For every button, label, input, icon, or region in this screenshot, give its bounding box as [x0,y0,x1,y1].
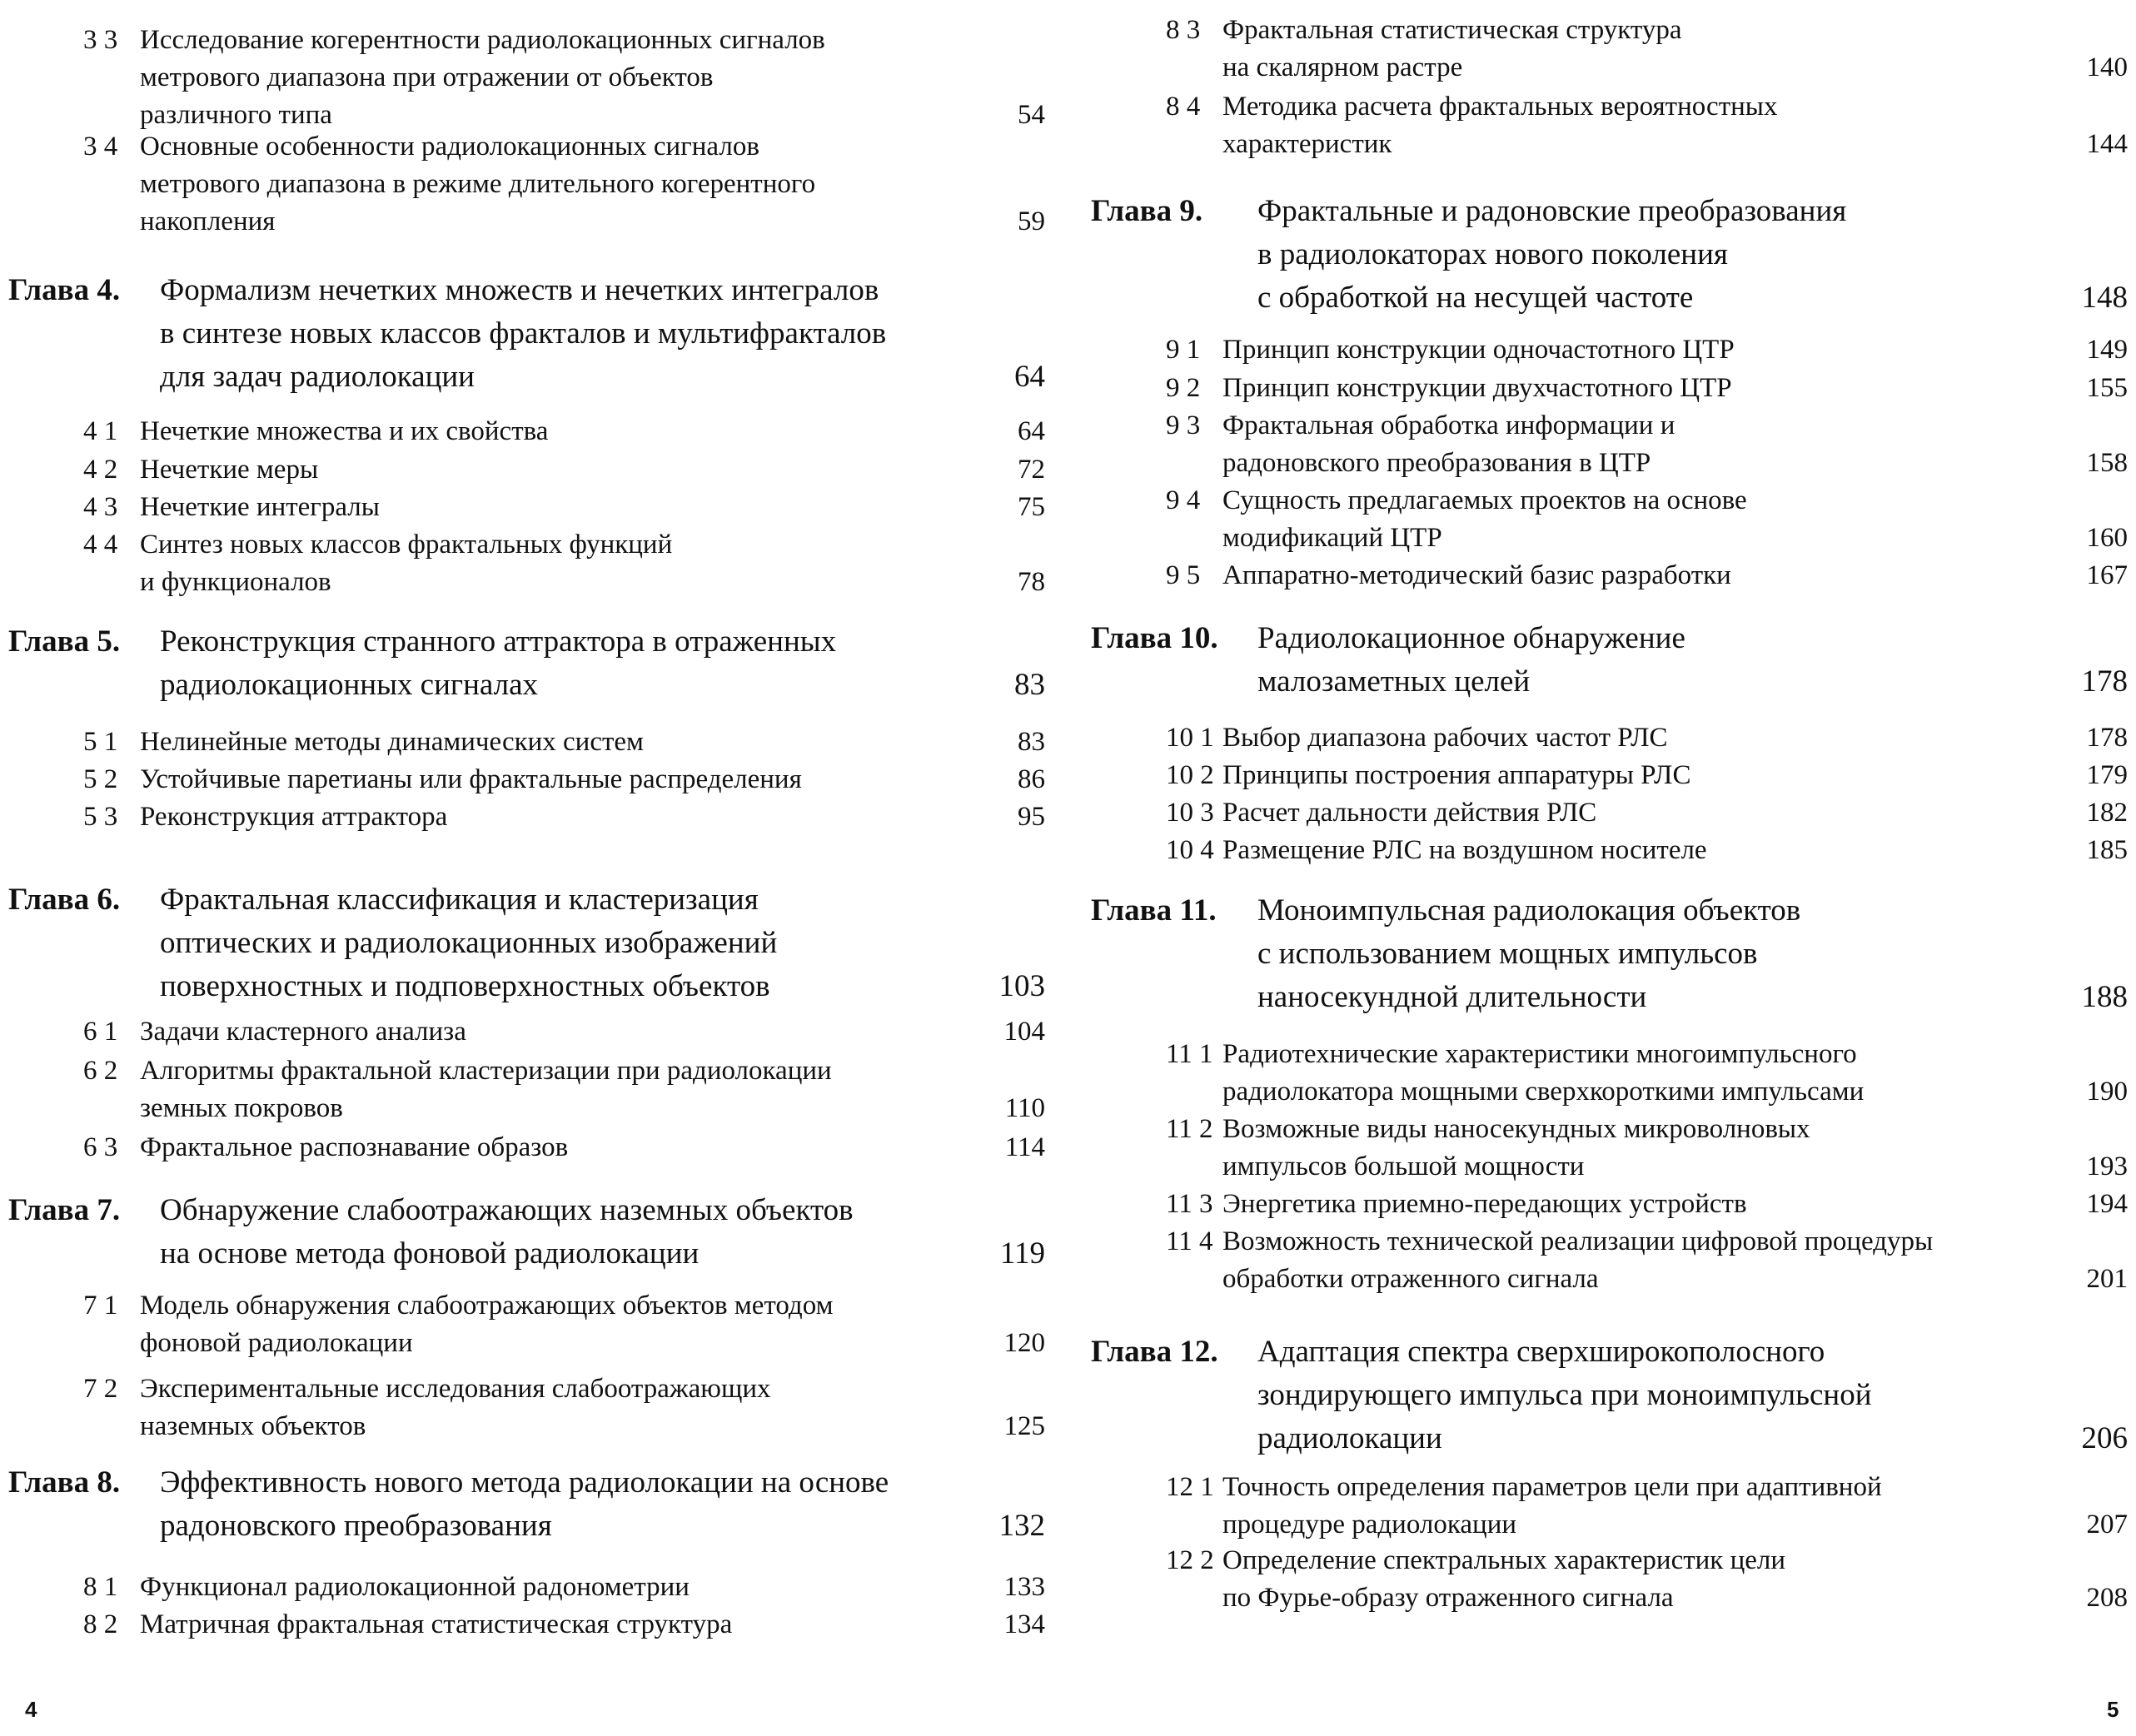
section-title-line: Размещение РЛС на воздушном носителе [1222,835,1707,865]
chapter-title-line: малозаметных целей [1257,664,1531,699]
section-title-line: Нелинейные методы динамических систем [140,727,644,757]
section-number: 5 1 [83,727,118,757]
page-reference: 206 [2081,1421,2128,1455]
section-title-line: Задачи кластерного анализа [140,1017,466,1047]
page-reference: 110 [1004,1093,1045,1123]
section-title-line: Точность определения параметров цели при адаптивной [1222,1472,1882,1502]
chapter-title-line: в синтезе новых классов фракталов и мультифракталов [160,316,887,351]
section-title-line: Функционал радиолокационной радонометрии [140,1572,690,1602]
chapter-title-line: Радиолокационное обнаружение [1257,621,1685,655]
section-title-line: Устойчивые паретианы или фрактальные распределения [140,764,802,794]
section-number: 3 4 [83,132,118,162]
chapter-label: Глава 8. [8,1465,121,1500]
section-title-line: Определение спектральных характеристик цели [1222,1545,1786,1575]
section-number: 9 5 [1166,560,1201,590]
section-title-line: радиолокатора мощными сверхкороткими импульсами [1222,1077,1865,1107]
section-number: 10 1 [1166,723,1214,753]
section-title-line: различного типа [140,100,332,130]
section-number: 4 2 [83,455,118,485]
section-title-line: модификаций ЦТР [1222,523,1442,553]
section-title-line: Модель обнаружения слабоотражающих объектов методом [140,1291,834,1321]
page-reference: 167 [2086,560,2128,590]
page-reference: 178 [2081,664,2128,699]
page-reference: 54 [1018,100,1045,130]
section-number: 4 3 [83,492,118,522]
section-title-line: наземных объектов [140,1411,366,1441]
chapter-title-line: зондирующего импульса при моноимпульсной [1257,1378,1872,1412]
section-title-line: на скалярном растре [1222,52,1463,82]
section-number: 9 1 [1166,335,1201,365]
page-reference: 83 [1018,727,1045,757]
section-title-line: Методика расчета фрактальных вероятностных [1222,92,1778,122]
page-reference: 132 [998,1509,1045,1543]
section-title-line: накопления [140,206,276,236]
chapter-title-line: Обнаружение слабоотражающих наземных объектов [160,1193,854,1227]
section-title-line: обработки отраженного сигнала [1222,1264,1599,1294]
page-reference: 208 [2086,1583,2128,1613]
chapter-title-line: Эффективность нового метода радиолокации на основе [160,1465,889,1500]
page-reference: 155 [2086,373,2128,403]
section-number: 4 1 [83,416,118,446]
page-reference: 86 [1018,764,1045,794]
section-title-line: Экспериментальные исследования слабоотражающих [140,1374,771,1404]
page-reference: 148 [2081,281,2128,315]
section-number: 8 2 [83,1609,118,1639]
page-reference: 144 [2086,129,2128,159]
section-title-line: Синтез новых классов фрактальных функций [140,530,673,560]
page-reference: 140 [2086,52,2128,82]
section-title-line: Фрактальная статистическая структура [1222,15,1682,45]
chapter-title-line: радиолокационных сигналах [160,668,539,702]
section-title-line: земных покровов [140,1093,343,1123]
section-title-line: Матричная фрактальная статистическая структура [140,1609,733,1639]
page-reference: 158 [2086,448,2128,478]
section-number: 5 3 [83,802,118,832]
section-title-line: Фрактальная обработка информации и [1222,410,1675,440]
section-number: 6 2 [83,1056,118,1086]
page-reference: 190 [2086,1077,2128,1107]
page-reference: 178 [2086,723,2128,753]
chapter-title-line: радиолокации [1257,1421,1442,1455]
page-reference: 207 [2086,1510,2128,1540]
section-title-line: Принципы построения аппаратуры РЛС [1222,760,1691,790]
section-number: 8 4 [1166,92,1201,122]
page-reference: 83 [1014,668,1045,702]
section-number: 11 2 [1166,1114,1213,1144]
page-reference: 185 [2086,835,2128,865]
section-title-line: фоновой радиолокации [140,1328,413,1358]
section-title-line: Принцип конструкции двухчастотного ЦТР [1222,373,1732,403]
page-reference: 103 [998,969,1045,1003]
page-reference: 75 [1018,492,1045,522]
page-reference: 134 [1003,1609,1045,1639]
chapter-title-line: поверхностных и подповерхностных объектов [160,969,770,1003]
page-reference: 72 [1018,455,1045,485]
page-reference: 64 [1014,360,1045,394]
section-number: 10 3 [1166,798,1214,828]
page-reference: 182 [2086,798,2128,828]
section-title-line: радоновского преобразования в ЦТР [1222,448,1651,478]
section-title-line: Основные особенности радиолокационных сигналов [140,132,759,162]
section-title-line: Принцип конструкции одночастотного ЦТР [1222,335,1735,365]
page-reference: 125 [1003,1411,1045,1441]
section-number: 8 1 [83,1572,118,1602]
chapter-title-line: Реконструкция странного аттрактора в отраженных [160,624,837,659]
section-number: 11 4 [1166,1226,1213,1256]
page-reference: 104 [1003,1017,1045,1047]
chapter-title-line: радоновского преобразования [160,1509,552,1543]
section-title-line: импульсов большой мощности [1222,1152,1585,1181]
chapter-title-line: в радиолокаторах нового поколения [1257,237,1728,271]
section-title-line: и функционалов [140,567,331,597]
page-reference: 59 [1018,206,1045,236]
page-reference: 95 [1018,802,1045,832]
chapter-label: Глава 7. [8,1193,121,1227]
section-title-line: Возможные виды наносекундных микроволновых [1222,1114,1810,1144]
section-title-line: Нечеткие интегралы [140,492,380,522]
page-reference: 78 [1018,567,1045,597]
section-title-line: Энергетика приемно-передающих устройств [1222,1189,1747,1219]
chapter-title-line: Фрактальная классификация и кластеризация [160,883,759,917]
chapter-title-line: для задач радиолокации [160,360,475,394]
left-page-number: 4 [25,1697,37,1722]
chapter-title-line: с использованием мощных импульсов [1257,937,1758,971]
section-number: 12 2 [1166,1545,1214,1575]
page-reference: 194 [2086,1189,2128,1219]
chapter-title-line: оптических и радиолокационных изображений [160,926,778,960]
section-title-line: процедуре радиолокации [1222,1510,1517,1540]
page-reference: 119 [999,1236,1045,1271]
section-number: 6 1 [83,1017,118,1047]
section-number: 5 2 [83,764,118,794]
page-reference: 179 [2086,760,2128,790]
section-number: 9 4 [1166,485,1201,515]
chapter-label: Глава 11. [1091,893,1217,928]
section-number: 6 3 [83,1132,118,1162]
section-title-line: Фрактальное распознавание образов [140,1132,569,1162]
chapter-title-line: Моноимпульсная радиолокация объектов [1257,893,1801,928]
chapter-label: Глава 10. [1091,621,1218,655]
section-title-line: Реконструкция аттрактора [140,802,448,832]
section-title-line: Расчет дальности действия РЛС [1222,798,1597,828]
page-reference: 201 [2086,1264,2128,1294]
chapter-title-line: Фрактальные и радоновские преобразования [1257,194,1847,228]
section-title-line: метрового диапазона в режиме длительного когерентного [140,169,816,199]
page-reference: 160 [2086,523,2128,553]
page-reference: 114 [1004,1132,1045,1162]
page-reference: 120 [1003,1328,1045,1358]
right-page-number: 5 [2107,1697,2119,1722]
chapter-title-line: Адаптация спектра сверхширокополосного [1257,1335,1825,1369]
chapter-label: Глава 12. [1091,1335,1218,1369]
chapter-title-line: с обработкой на несущей частоте [1257,281,1694,315]
page-reference: 149 [2086,335,2128,365]
chapter-title-line: Формализм нечетких множеств и нечетких интегралов [160,273,879,307]
section-title-line: характеристик [1222,129,1392,159]
section-title-line: метрового диапазона при отражении от объектов [140,62,714,92]
section-number: 10 2 [1166,760,1214,790]
section-number: 7 1 [83,1291,118,1321]
page-reference: 193 [2086,1152,2128,1181]
section-number: 9 3 [1166,410,1201,440]
chapter-label: Глава 5. [8,624,121,659]
page-reference: 64 [1018,416,1045,446]
section-number: 11 3 [1166,1189,1213,1219]
chapter-label: Глава 6. [8,883,121,917]
page-reference: 133 [1003,1572,1045,1602]
section-title-line: Возможность технической реализации цифровой процедуры [1222,1226,1934,1256]
section-number: 3 3 [83,25,118,55]
chapter-title-line: на основе метода фоновой радиолокации [160,1236,700,1271]
section-title-line: по Фурье-образу отраженного сигнала [1222,1583,1674,1613]
section-title-line: Сущность предлагаемых проектов на основе [1222,485,1747,515]
page-reference: 188 [2081,980,2128,1014]
chapter-label: Глава 4. [8,273,121,307]
section-title-line: Алгоритмы фрактальной кластеризации при радиолокации [140,1056,832,1086]
section-number: 7 2 [83,1374,118,1404]
section-title-line: Выбор диапазона рабочих частот РЛС [1222,723,1668,753]
section-title-line: Аппаратно-методический базис разработки [1222,560,1731,590]
section-number: 8 3 [1166,15,1201,45]
section-title-line: Исследование когерентности радиолокационных сигналов [140,25,825,55]
section-number: 9 2 [1166,373,1201,403]
section-title-line: Нечеткие множества и их свойства [140,416,549,446]
section-number: 10 4 [1166,835,1214,865]
section-title-line: Нечеткие меры [140,455,319,485]
chapter-label: Глава 9. [1091,194,1203,228]
section-title-line: Радиотехнические характеристики многоимпульсного [1222,1039,1857,1069]
section-number: 12 1 [1166,1472,1214,1502]
chapter-title-line: наносекундной длительности [1257,980,1647,1014]
section-number: 11 1 [1166,1039,1213,1069]
section-number: 4 4 [83,530,118,560]
